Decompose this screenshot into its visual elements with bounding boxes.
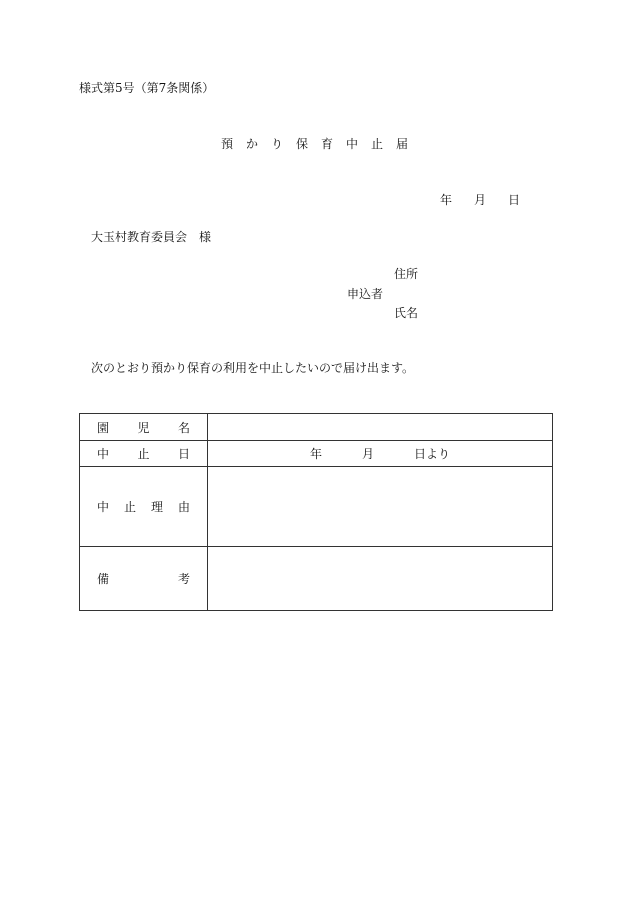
form-number: 様式第5号（第7条関係） [79,81,215,95]
stop-day-from-label: 日より [414,447,451,461]
stop-date-field[interactable] [208,441,553,467]
stop-reason-label-cell: 中 止 理 由 [80,467,208,547]
day-label: 日 [508,193,521,207]
month-label: 月 [474,193,487,207]
stop-month-label: 月 [361,447,374,461]
child-name-label-cell: 園 児 名 [80,414,208,441]
name-label: 氏名 [394,306,419,320]
title-char: 届 [396,137,410,151]
table-row [80,441,553,467]
table-row [80,467,553,547]
addressee: 大玉村教育委員会 様 [91,230,212,244]
title-char: 止 [371,137,385,151]
document-title [0,137,630,151]
applicant-label: 申込者 [347,287,384,301]
remarks-label-cell: 備 考 [80,547,208,611]
submission-date [440,193,520,207]
stop-date-label-cell: 中 止 日 [80,441,208,467]
title-char: か [245,137,259,151]
title-char: 保 [295,137,309,151]
title-char: り [270,137,284,151]
title-char: 中 [346,137,360,151]
stop-year-label: 年 [309,447,322,461]
table-row [80,547,553,611]
stop-reason-field[interactable] [208,467,553,547]
child-name-field[interactable] [208,414,553,441]
year-label: 年 [440,193,453,207]
table-row [80,414,553,441]
title-char: 育 [321,137,335,151]
remarks-field[interactable] [208,547,553,611]
address-label: 住所 [394,267,419,281]
title-char: 預 [220,137,234,151]
info-table [79,413,553,611]
notice-text: 次のとおり預かり保育の利用を中止したいので届け出ます。 [91,361,415,375]
